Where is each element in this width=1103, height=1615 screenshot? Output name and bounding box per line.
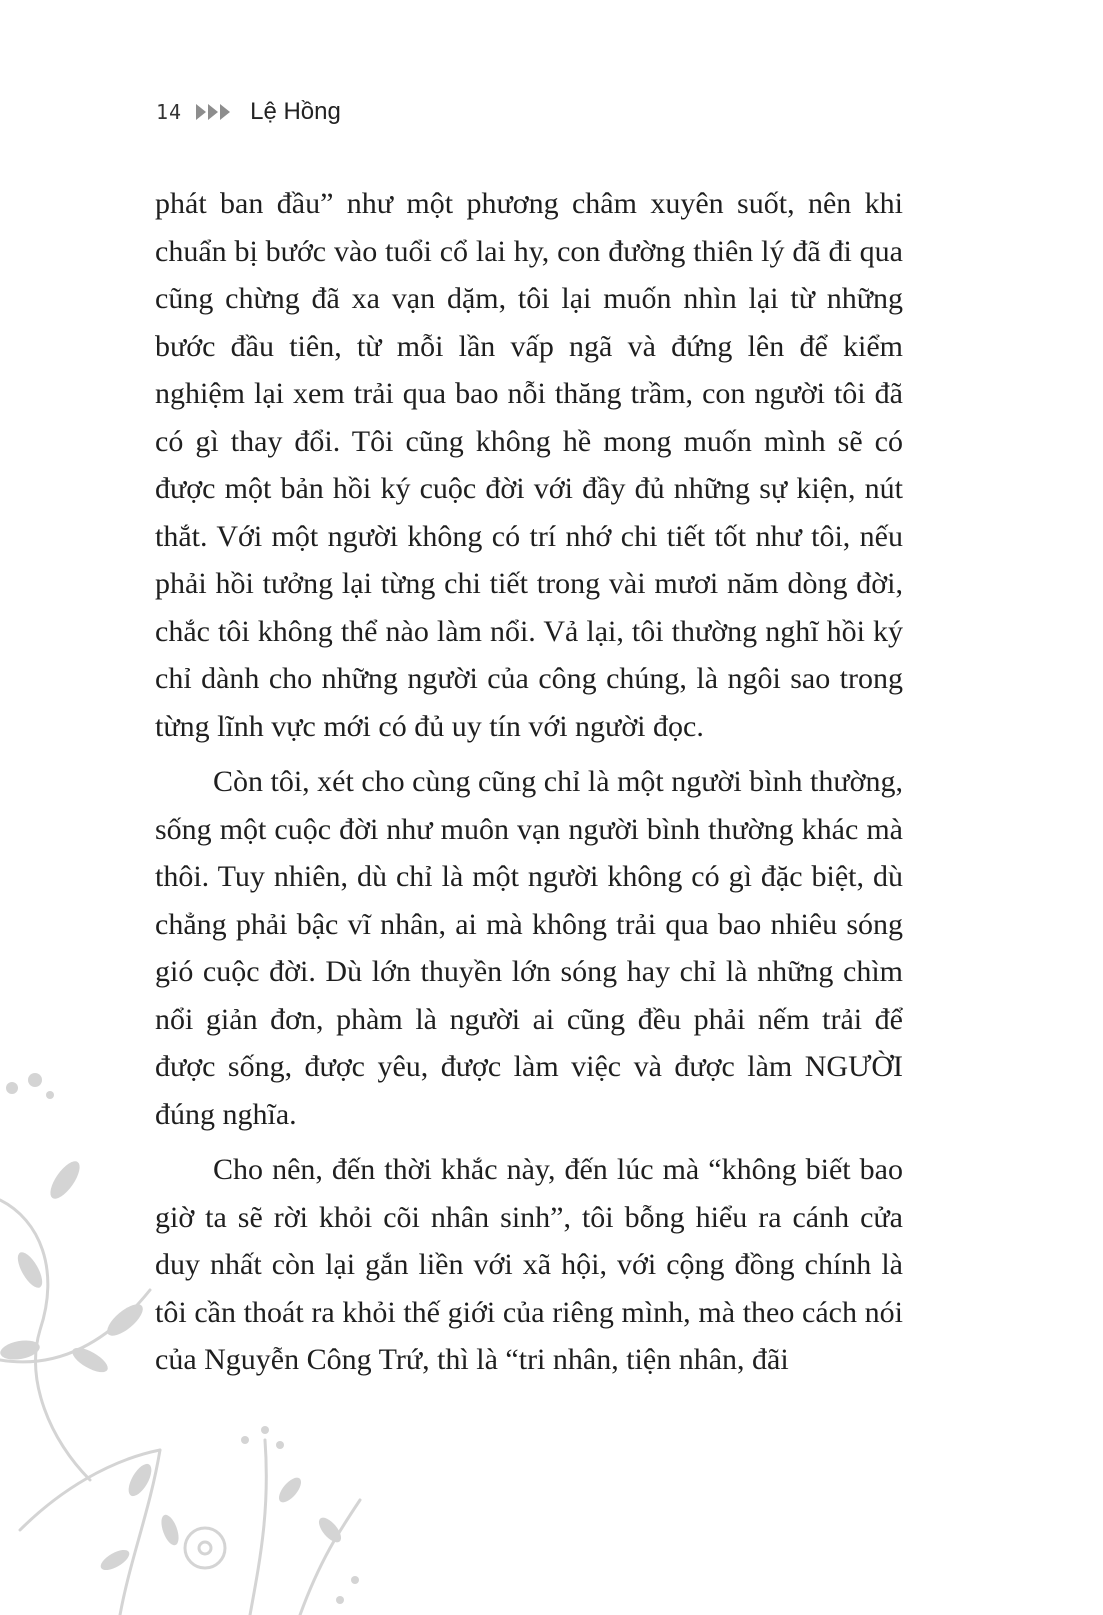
body-text bbox=[155, 180, 903, 1392]
running-header bbox=[156, 98, 341, 126]
paragraph-3: Cho nên, đến thời khắc này, đến lúc mà “không biết bao giờ ta sẽ rời khỏi cõi nhân sinh”, tôi bỗng hiểu ra cánh cửa duy nhất còn lại gắn liền với xã hội, với cộng đồng chính là tôi cần thoát ra khỏi thế giới của riêng mình, mà theo cách nói của Nguyễn Công Trứ, thì là “tri nhân, tiện nhân, đãi bbox=[155, 1153, 903, 1376]
author-name: Lệ Hồng bbox=[250, 98, 341, 125]
chevron-icon bbox=[220, 104, 230, 120]
chevron-icon bbox=[196, 104, 206, 120]
paragraph-1: phát ban đầu” như một phương châm xuyên suốt, nên khi chuẩn bị bước vào tuổi cổ lai hy, con đường thiên lý đã đi qua cũng chừng đã xa vạn dặm, tôi lại muốn nhìn lại từ những bước đầu tiên, từ mỗi lần vấp ngã và đứng lên để kiểm nghiệm lại xem trải qua bao nỗi thăng trầm, con người tôi đã có gì thay đổi. Tôi cũng không hề mong muốn mình sẽ có được một bản hồi ký cuộc đời với đầy đủ những sự kiện, nút thắt. Với một người không có trí nhớ chi tiết tốt như tôi, nếu phải hồi tưởng lại từng chi tiết trong vài mươi năm dòng đời, chắc tôi không thể nào làm nổi. Vả lại, tôi thường nghĩ hồi ký chỉ dành cho những người của công chúng, là ngôi sao trong từng lĩnh vực mới có đủ uy tín với người đọc. bbox=[155, 187, 903, 743]
triple-chevron-icon bbox=[196, 102, 236, 122]
chevron-icon bbox=[208, 104, 218, 120]
paragraph-2: Còn tôi, xét cho cùng cũng chỉ là một người bình thường, sống một cuộc đời như muôn vạn người bình thường khác mà thôi. Tuy nhiên, dù chỉ là một người không có gì đặc biệt, dù chẳng phải bậc vĩ nhân, ai mà không trải qua bao nhiêu sóng gió cuộc đời. Dù lớn thuyền lớn sóng hay chỉ là những chìm nổi giản đơn, phàm là người ai cũng đều phải nếm trải để được sống, được yêu, được làm việc và được làm NGƯỜI đúng nghĩa. bbox=[155, 765, 903, 1131]
page-number: 14 bbox=[156, 100, 183, 124]
